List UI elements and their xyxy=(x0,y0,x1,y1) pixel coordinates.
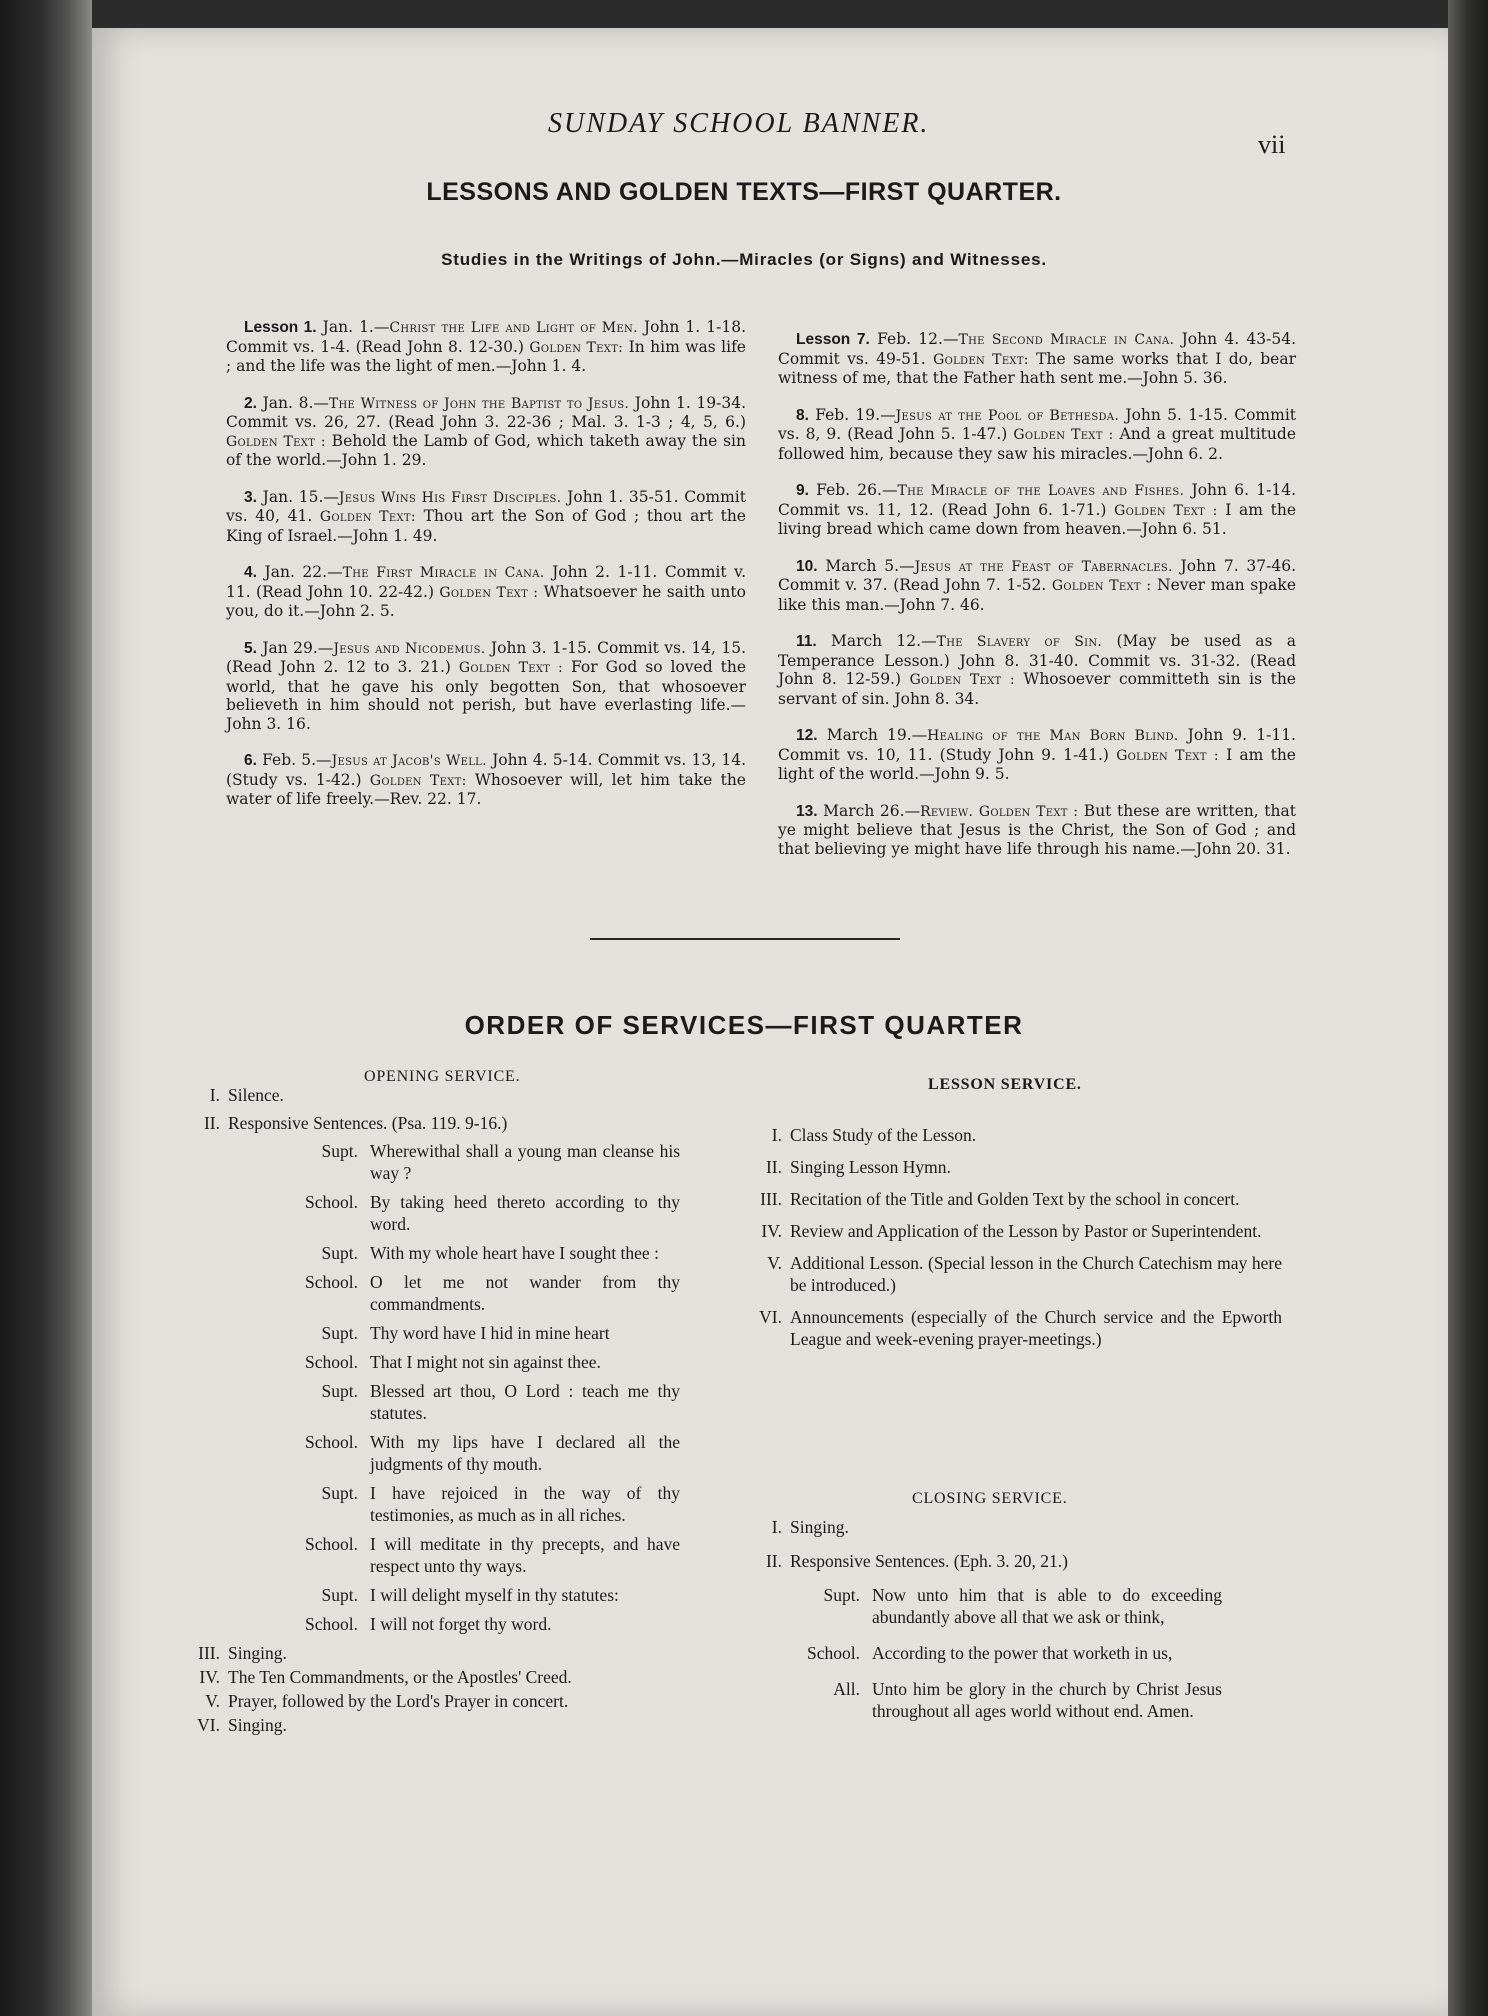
lesson-date: Feb. 5.— xyxy=(256,751,332,769)
golden-text: Behold the Lamb of God, which taketh away the sin of the world.—John 1. 29. xyxy=(226,431,746,469)
lesson-number: 5. xyxy=(244,639,257,657)
item-text: Class Study of the Lesson. xyxy=(790,1125,977,1145)
golden-text: The same works that I do, bear witness of me, that the Father hath sent me.—John 5. 36. xyxy=(778,349,1296,387)
lesson-references: John 1. 19-34. Commit vs. 26, 27. (Read John 3. 22-36 ; Mal. 3. 1-3 ; 4, 5, 6.) xyxy=(226,393,746,431)
item-numeral: I. xyxy=(771,1125,782,1145)
lesson-topic: Christ the Life and Light of Men. xyxy=(389,320,638,336)
lessons-right-column xyxy=(778,330,1296,876)
response-line xyxy=(280,1242,680,1264)
closing-service xyxy=(742,1516,1282,1736)
item-text: The Ten Commandments, or the Apostles' Creed. xyxy=(228,1667,572,1687)
golden-text: Whosoever will, let him take the water of life freely.—Rev. 22. 17. xyxy=(226,770,746,808)
response-text: Wherewithal shall a young man cleanse his way ? xyxy=(370,1141,680,1183)
speaker-label: Supt. xyxy=(321,1585,358,1605)
lesson-references: John 1. 35-51. Commit vs. 40, 41. xyxy=(226,487,746,525)
lesson-number: 10. xyxy=(796,557,818,575)
response-line xyxy=(280,1380,680,1424)
response-text: With my whole heart have I sought thee : xyxy=(370,1243,659,1263)
golden-text-label: Golden Text: xyxy=(369,772,467,789)
lesson-service-heading: LESSON SERVICE. xyxy=(928,1076,1082,1093)
lesson-date: Feb. 12.— xyxy=(869,330,959,348)
speaker-label: School. xyxy=(305,1432,358,1452)
item-text: Review and Application of the Lesson by Pastor or Superintendent. xyxy=(790,1221,1262,1241)
lesson-number: 13. xyxy=(796,802,818,820)
lesson-topic: Jesus at the Pool of Bethesda. xyxy=(895,407,1120,424)
lesson-entry xyxy=(778,726,1296,784)
item-numeral: VI. xyxy=(197,1715,220,1735)
item-numeral: VI. xyxy=(759,1307,782,1327)
golden-text-label: Golden Text : xyxy=(1114,502,1218,519)
golden-text-label: Golden Text : xyxy=(226,433,326,450)
service-item xyxy=(180,1690,740,1712)
service-item xyxy=(742,1124,1282,1146)
response-text: That I might not sin against thee. xyxy=(370,1352,601,1372)
item-text: Recitation of the Title and Golden Text by the school in concert. xyxy=(790,1189,1240,1209)
closing-service-heading: CLOSING SERVICE. xyxy=(912,1490,1068,1507)
response-line xyxy=(280,1613,680,1635)
lesson-references: John 9. 1-11. Commit vs. 10, 11. (Study John 9. 1-41.) xyxy=(778,726,1296,764)
item-numeral: II. xyxy=(765,1551,782,1571)
item-text: Prayer, followed by the Lord's Prayer in concert. xyxy=(228,1691,569,1711)
lesson-references: John 4. 5-14. Commit vs. 13, 14. (Study vs. 1-42.) xyxy=(226,751,747,789)
lesson-topic: The Slavery of Sin. xyxy=(936,634,1103,650)
lesson-topic: Jesus at Jacob's Well. xyxy=(331,753,487,769)
item-numeral: III. xyxy=(198,1643,220,1663)
golden-text-label: Golden Text: xyxy=(933,351,1029,368)
service-item xyxy=(742,1220,1282,1242)
response-line xyxy=(280,1140,680,1184)
item-numeral: IV. xyxy=(761,1221,782,1241)
lesson-topic: The First Miracle in Cana. xyxy=(342,565,545,581)
service-item xyxy=(742,1550,1282,1572)
service-item xyxy=(180,1714,740,1736)
lesson-date: Jan. 22.— xyxy=(256,563,343,581)
response-line xyxy=(782,1642,1222,1664)
lesson-references: John 4. 43-54. Commit vs. 49-51. xyxy=(778,330,1297,368)
lesson-service xyxy=(742,1124,1282,1360)
lesson-topic: Jesus at the Feast of Tabernacles. xyxy=(914,558,1173,575)
response-line xyxy=(280,1431,680,1475)
golden-text: And a great multitude followed him, because they saw his miracles.—John 6. 2. xyxy=(778,425,1296,463)
speaker-label: School. xyxy=(305,1534,358,1554)
running-title: SUNDAY SCHOOL BANNER. xyxy=(548,108,930,139)
response-line xyxy=(280,1351,680,1373)
speaker-label: Supt. xyxy=(823,1585,860,1605)
lesson-topic: Jesus Wins His First Disciples. xyxy=(338,489,562,506)
speaker-label: Supt. xyxy=(321,1483,358,1503)
lesson-topic: The Miracle of the Loaves and Fishes. xyxy=(897,483,1185,499)
opening-service-heading: OPENING SERVICE. xyxy=(364,1068,521,1085)
lesson-date: Feb. 26.— xyxy=(808,481,898,499)
lesson-date: Jan. 15.— xyxy=(256,487,339,506)
golden-text-label: Golden Text : xyxy=(1051,578,1152,594)
lessons-subtitle: Studies in the Writings of John.—Miracles (or Signs) and Witnesses. xyxy=(441,250,1047,269)
lesson-topic: Jesus and Nicodemus. xyxy=(333,640,486,657)
lessons-title: LESSONS AND GOLDEN TEXTS—FIRST QUARTER. xyxy=(426,178,1062,206)
lesson-date: March 12.— xyxy=(816,632,937,650)
item-numeral: III. xyxy=(760,1189,782,1209)
item-text: Responsive Sentences. (Eph. 3. 20, 21.) xyxy=(790,1551,1069,1571)
lesson-number: 9. xyxy=(796,482,809,499)
item-text: Singing. xyxy=(228,1643,287,1663)
golden-text-label: Golden Text : xyxy=(458,660,564,676)
response-text: According to the power that worketh in us, xyxy=(872,1643,1173,1663)
service-item xyxy=(180,1084,740,1106)
item-text: Responsive Sentences. (Psa. 119. 9-16.) xyxy=(228,1113,508,1133)
lesson-references: John 7. 37-46. Commit v. 37. (Read John 7. 1-52. xyxy=(778,556,1297,594)
response-text: Blessed art thou, O Lord : teach me thy statutes. xyxy=(370,1381,680,1423)
speaker-label: Supt. xyxy=(321,1243,358,1263)
lesson-references: John 3. 1-15. Commit vs. 14, 15. (Read John 2. 12 to 3. 21.) xyxy=(226,638,747,676)
golden-text: I am the light of the world.—John 9. 5. xyxy=(778,745,1296,783)
service-item xyxy=(742,1306,1282,1350)
speaker-label: School. xyxy=(305,1272,358,1292)
item-numeral: II. xyxy=(765,1157,782,1177)
response-text: Unto him be glory in the church by Christ Jesus throughout all ages world without end. Amen. xyxy=(872,1679,1222,1721)
golden-text: Thou art the Son of God ; thou art the King of Israel.—John 1. 49. xyxy=(226,507,746,545)
service-item xyxy=(742,1252,1282,1296)
book-spine-shadow xyxy=(0,0,92,2016)
lesson-entry xyxy=(226,563,746,621)
speaker-label: School. xyxy=(305,1614,358,1634)
response-line xyxy=(280,1322,680,1344)
response-text: O let me not wander from thy commandments. xyxy=(370,1272,680,1314)
lesson-date: March 19.— xyxy=(817,726,928,744)
page-number: vii xyxy=(1258,130,1286,159)
service-item xyxy=(180,1112,740,1134)
response-line xyxy=(782,1678,1222,1722)
lesson-number: 11. xyxy=(796,633,817,650)
response-text: Now unto him that is able to do exceeding abundantly above all that we ask or think, xyxy=(872,1585,1222,1627)
lesson-date: Jan. 8.— xyxy=(256,393,329,412)
item-numeral: V. xyxy=(205,1691,220,1711)
speaker-label: School. xyxy=(807,1643,860,1663)
lesson-topic: The Witness of John the Baptist to Jesus. xyxy=(328,395,630,412)
lesson-references: (May be used as a Temperance Lesson.) John 8. 31-40. Commit vs. 31-32. (Read John 8. 12-59.) xyxy=(778,632,1296,688)
golden-text-label: Golden Text : xyxy=(909,672,1015,688)
lesson-date: March 26.— xyxy=(817,801,921,820)
service-item xyxy=(180,1642,740,1664)
lesson-topic: Review. xyxy=(920,803,974,820)
lessons-left-column xyxy=(226,318,746,827)
lesson-entry xyxy=(226,751,746,809)
lesson-date: Jan 29.— xyxy=(256,638,334,657)
lesson-references: John 2. 1-11. Commit v. 11. (Read John 10. 22-42.) xyxy=(226,563,747,601)
lesson-entry xyxy=(778,632,1296,708)
speaker-label: School. xyxy=(305,1352,358,1372)
lesson-number: Lesson 7. xyxy=(796,331,870,348)
book-edge-shadow xyxy=(1448,0,1488,2016)
response-text: I will meditate in thy precepts, and have respect unto thy ways. xyxy=(370,1534,680,1576)
lesson-references: John 5. 1-15. Commit vs. 8, 9. (Read John 5. 1-47.) xyxy=(778,405,1297,443)
lesson-number: 12. xyxy=(796,727,818,744)
opening-service xyxy=(180,1084,740,1738)
golden-text: I am the living bread which came down from heaven.—John 6. 51. xyxy=(778,500,1296,538)
lesson-entry xyxy=(226,639,746,734)
item-numeral: IV. xyxy=(199,1667,220,1687)
response-line xyxy=(280,1533,680,1577)
item-text: Additional Lesson. (Special lesson in the Church Catechism may here be introduced.) xyxy=(790,1253,1282,1295)
golden-text: Whosoever committeth sin is the servant of sin. John 8. 34. xyxy=(778,670,1296,708)
lesson-entry xyxy=(778,481,1296,539)
item-numeral: I. xyxy=(771,1517,782,1537)
lesson-entry xyxy=(226,318,746,376)
item-text: Singing. xyxy=(790,1517,849,1537)
lesson-number: 4. xyxy=(244,564,257,581)
lesson-date: March 5.— xyxy=(817,556,915,575)
golden-text-label: Golden Text: xyxy=(319,509,416,525)
golden-text-label: Golden Text : xyxy=(439,584,539,601)
closing-responses xyxy=(782,1584,1222,1722)
item-numeral: I. xyxy=(209,1085,220,1105)
lesson-number: 3. xyxy=(244,488,257,506)
speaker-label: All. xyxy=(833,1679,860,1699)
speaker-label: Supt. xyxy=(321,1381,358,1401)
lesson-entry xyxy=(778,802,1296,859)
lesson-number: Lesson 1. xyxy=(244,319,317,336)
response-line xyxy=(280,1191,680,1235)
service-item xyxy=(742,1516,1282,1538)
lesson-references: John 1. 1-18. Commit vs. 1-4. (Read John 8. 12-30.) xyxy=(226,318,746,356)
golden-text: Never man spake like this man.—John 7. 46. xyxy=(778,576,1296,614)
response-line xyxy=(280,1482,680,1526)
response-text: I will delight myself in thy statutes: xyxy=(370,1585,619,1605)
lesson-topic: Healing of the Man Born Blind. xyxy=(927,728,1179,744)
lesson-entry xyxy=(778,330,1296,388)
lesson-entry xyxy=(226,394,746,470)
golden-text: But these are written, that ye might believe that Jesus is the Christ, the Son of God ; and that believing ye might have life through his name.—John 20. 31. xyxy=(778,801,1296,858)
response-text: Thy word have I hid in mine heart xyxy=(370,1323,610,1343)
section-divider xyxy=(590,938,900,940)
response-line xyxy=(782,1584,1222,1628)
lesson-number: 8. xyxy=(796,406,809,424)
item-text: Silence. xyxy=(228,1085,284,1105)
golden-text-label: Golden Text: xyxy=(529,339,624,356)
lesson-entry xyxy=(226,488,746,546)
golden-text: Whatsoever he saith unto you, do it.—John 2. 5. xyxy=(226,582,746,620)
item-numeral: V. xyxy=(767,1253,782,1273)
speaker-label: Supt. xyxy=(321,1141,358,1161)
item-text: Singing. xyxy=(228,1715,287,1735)
service-item xyxy=(742,1156,1282,1178)
response-line xyxy=(280,1584,680,1606)
item-text: Singing Lesson Hymn. xyxy=(790,1157,951,1177)
response-text: I will not forget thy word. xyxy=(370,1614,552,1634)
lesson-topic: The Second Miracle in Cana. xyxy=(958,332,1175,348)
lesson-date: Feb. 19.— xyxy=(808,405,896,424)
speaker-label: School. xyxy=(305,1192,358,1212)
service-item xyxy=(742,1188,1282,1210)
lesson-number: 2. xyxy=(244,394,257,412)
golden-text-label: Golden Text : xyxy=(1116,747,1219,764)
response-text: I have rejoiced in the way of thy testimonies, as much as in all riches. xyxy=(370,1483,680,1525)
opening-responses xyxy=(280,1140,680,1635)
item-text: Announcements (especially of the Church service and the Epworth League and week-evening prayer-meetings.) xyxy=(790,1307,1282,1349)
response-line xyxy=(280,1271,680,1315)
lesson-entry xyxy=(778,557,1296,615)
golden-text: For God so loved the world, that he gave his only begotten Son, that whosoever believeth in him should not perish, but have everlasting life.—John 3. 16. xyxy=(226,658,746,733)
lesson-entry xyxy=(778,406,1296,464)
golden-text-label: Golden Text : xyxy=(1013,427,1114,443)
service-item xyxy=(180,1666,740,1688)
response-text: By taking heed thereto according to thy word. xyxy=(370,1192,680,1234)
response-text: With my lips have I declared all the judgments of thy mouth. xyxy=(370,1432,680,1474)
speaker-label: Supt. xyxy=(321,1323,358,1343)
lesson-number: 6. xyxy=(244,752,257,769)
lesson-date: Jan. 1.— xyxy=(316,318,390,336)
golden-text-label: Golden Text : xyxy=(978,803,1079,820)
lesson-references: John 6. 1-14. Commit vs. 11, 12. (Read John 6. 1-71.) xyxy=(778,481,1296,519)
item-numeral: II. xyxy=(203,1113,220,1133)
services-title: ORDER OF SERVICES—FIRST QUARTER xyxy=(464,1010,1024,1040)
golden-text: In him was life ; and the life was the light of men.—John 1. 4. xyxy=(226,337,746,375)
